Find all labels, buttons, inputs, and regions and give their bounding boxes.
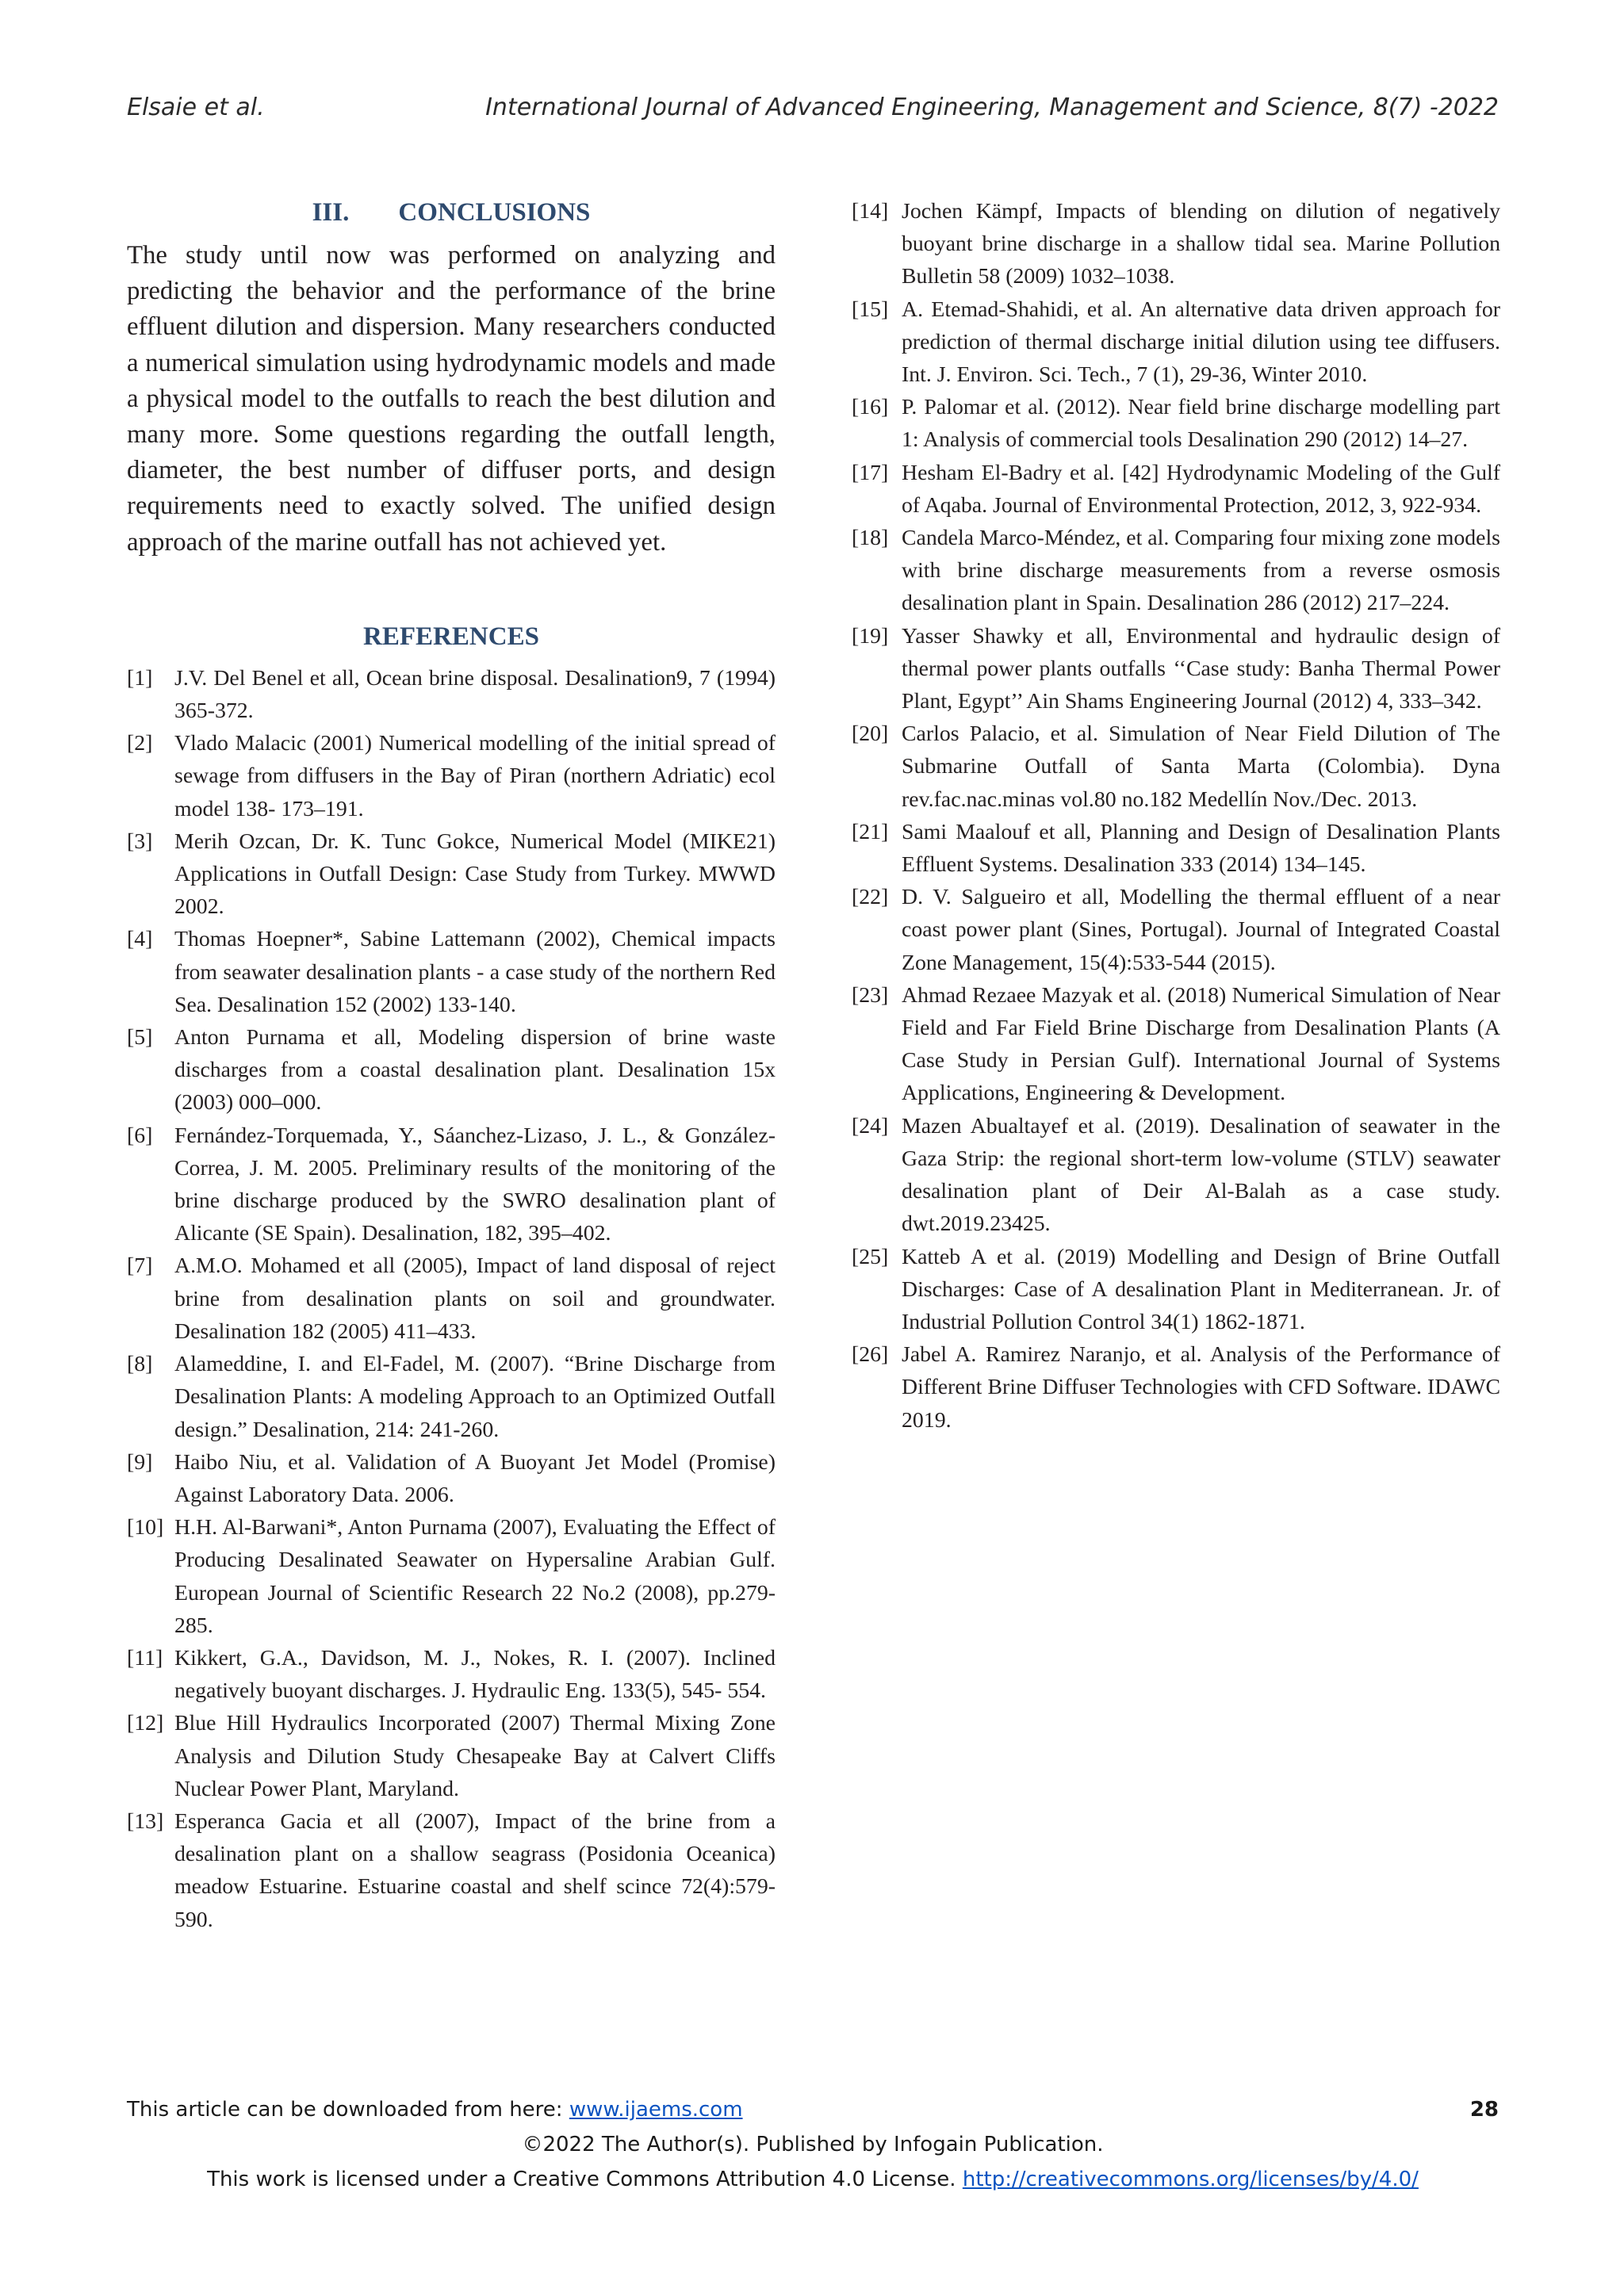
reference-number: [15] (852, 297, 889, 322)
reference-item (127, 662, 776, 727)
footer-download-text: This article can be downloaded from here: (127, 2098, 569, 2122)
reference-number: [20] (852, 721, 889, 747)
reference-number: [24] (852, 1113, 889, 1138)
reference-item (852, 718, 1500, 816)
reference-item (852, 195, 1500, 293)
reference-item (852, 293, 1500, 392)
reference-text: Ahmad Rezaee Mazyak et al. (2018) Numerical Simulation of Near Field and Far Field Brine Discharge from Desalination Plants (A Case Study in Persian Gulf). International Journal of Systems Applications, Engineering & Development. (902, 982, 1500, 1106)
reference-number: [4] (127, 927, 153, 952)
conclusions-section-number: III. (312, 198, 350, 227)
running-header (127, 94, 1499, 133)
reference-number: [5] (127, 1025, 153, 1050)
right-column (852, 195, 1500, 1437)
reference-text: Vlado Malacic (2001) Numerical modelling of the initial spread of sewage from diffusers in the Bay of Piran (northern Adriatic) ecol model 138- 173–191. (174, 731, 776, 821)
references-heading: REFERENCES (363, 622, 539, 651)
reference-number: [9] (127, 1449, 153, 1475)
reference-text: Merih Ozcan, Dr. K. Tunc Gokce, Numerical Model (MIKE21) Applications in Outfall Design: Case Study from Turkey. MWWD 2002. (174, 828, 776, 920)
reference-number: [6] (127, 1123, 153, 1148)
reference-item (852, 457, 1500, 522)
reference-text: Esperanca Gacia et all (2007), Impact of the brine from a desalination plant on a shallow seagrass (Posidonia Oceanica) meadow Estuarine. Estuarine coastal and shelf scince 72(4):579-590. (174, 1808, 776, 1932)
reference-text: Sami Maalouf et all, Planning and Design of Desalination Plants Effluent Systems. Desalination 333 (2014) 134–145. (902, 819, 1500, 878)
reference-item (852, 1110, 1500, 1241)
reference-item (852, 881, 1500, 979)
reference-text: Anton Purnama et all, Modeling dispersion of brine waste discharges from a coastal desalination plant. Desalination 15x (2003) 000–000. (174, 1025, 776, 1115)
journal-website-link[interactable]: www.ijaems.com (569, 2098, 743, 2122)
reference-item (127, 1511, 776, 1642)
reference-number: [18] (852, 526, 889, 551)
reference-text: Kikkert, G.A., Davidson, M. J., Nokes, R. I. (2007). Inclined negatively buoyant discharges. J. Hydraulic Eng. 133(5), 545- 554. (174, 1645, 776, 1704)
reference-number: [26] (852, 1342, 889, 1368)
reference-text: Jabel A. Ramirez Naranjo, et al. Analysis of the Performance of Different Brine Diffuser Technologies with CFD Software. IDAWC 2019. (902, 1342, 1500, 1433)
reference-text: J.V. Del Benel et all, Ocean brine disposal. Desalination9, 7 (1994) 365-372. (174, 665, 776, 724)
reference-number: [1] (127, 665, 153, 691)
reference-number: [17] (852, 460, 889, 485)
reference-item (852, 620, 1500, 718)
conclusions-title: CONCLUSIONS (398, 198, 591, 227)
reference-number: [25] (852, 1244, 889, 1269)
reference-number: [2] (127, 731, 153, 756)
reference-item (127, 1805, 776, 1936)
footer-download-note (127, 2098, 743, 2122)
reference-item (127, 1348, 776, 1446)
reference-text: Fernández-Torquemada, Y., Sáanchez-Lizaso, J. L., & González- Correa, J. M. 2005. Preliminary results of the monitoring of the brine discharge produced by the SWRO desalination plant of Alicante (SE Spain). Desalination, 182, 395–402. (174, 1123, 776, 1246)
reference-text: Thomas Hoepner*, Sabine Lattemann (2002), Chemical impacts from seawater desalination plants - a case study of the northern Red Sea. Desalination 152 (2002) 133-140. (174, 927, 776, 1017)
reference-item (852, 1338, 1500, 1437)
reference-text: Candela Marco-Méndez, et al. Comparing four mixing zone models with brine discharge measurements from a reverse osmosis desalination plant in Spain. Desalination 286 (2012) 217–224. (902, 526, 1500, 616)
reference-number: [10] (127, 1515, 164, 1540)
reference-number: [7] (127, 1253, 153, 1279)
header-journal-title: International Journal of Advanced Engineering, Management and Science, 8(7) -2022 (485, 94, 1499, 121)
reference-number: [8] (127, 1352, 153, 1377)
reference-text: Jochen Kämpf, Impacts of blending on dilution of negatively buoyant brine discharge in a shallow tidal sea. Marine Pollution Bulletin 58 (2009) 1032–1038. (902, 199, 1500, 289)
reference-number: [16] (852, 395, 889, 420)
reference-number: [11] (127, 1645, 163, 1670)
reference-text: Hesham El-Badry et al. [42] Hydrodynamic Modeling of the Gulf of Aqaba. Journal of Environmental Protection, 2012, 3, 922-934. (902, 460, 1500, 518)
footer-license-text: This work is licensed under a Creative Commons Attribution 4.0 License. (207, 2168, 963, 2191)
reference-text: Blue Hill Hydraulics Incorporated (2007) Thermal Mixing Zone Analysis and Dilution Study Chesapeake Bay at Calvert Cliffs Nuclear Power Plant, Maryland. (174, 1711, 776, 1801)
reference-text: Carlos Palacio, et al. Simulation of Near Field Dilution of The Submarine Outfall of Santa Marta (Colombia). Dyna rev.fac.nac.minas vol.80 no.182 Medellín Nov./Dec. 2013. (902, 721, 1500, 812)
page-footer (127, 2098, 1499, 2202)
references-list-left (127, 662, 776, 1936)
reference-item (127, 1642, 776, 1707)
reference-item (127, 1119, 776, 1250)
footer-license (127, 2168, 1499, 2202)
reference-item (852, 1241, 1500, 1339)
reference-item (127, 727, 776, 825)
reference-item (127, 923, 776, 1021)
reference-number: [14] (852, 199, 889, 224)
reference-text: Haibo Niu, et al. Validation of A Buoyant Jet Model (Promise) Against Laboratory Data. 2006. (174, 1449, 776, 1507)
reference-number: [12] (127, 1711, 164, 1736)
conclusions-paragraph: The study until now was performed on analyzing and predicting the behavior and the performance of the brine effluent dilution and dispersion. Many researchers conducted a numerical simulation using hydrodynamic models and made a physical model to the outfalls to reach the best dilution and many more. Some questions regarding the outfall length, diameter, the best number of diffuser ports, and design requirements need to exactly solved. The unified design approach of the marine outfall has not achieved yet. (127, 241, 776, 557)
reference-number: [19] (852, 623, 889, 649)
reference-item (852, 522, 1500, 620)
header-authors: Elsaie et al. (127, 94, 265, 121)
reference-text: H.H. Al-Barwani*, Anton Purnama (2007), Evaluating the Effect of Producing Desalinated Seawater on Hypersaline Arabian Gulf. European Journal of Scientific Research 22 No.2 (2008), pp.279-285. (174, 1515, 776, 1638)
reference-text: A.M.O. Mohamed et all (2005), Impact of land disposal of reject brine from desalination plants on soil and groundwater. Desalination 182 (2005) 411–433. (174, 1253, 776, 1344)
license-link[interactable]: http://creativecommons.org/licenses/by/4.0/ (962, 2168, 1419, 2191)
reference-text: Yasser Shawky et all, Environmental and hydraulic design of thermal power plants outfalls ‘‘Case study: Banha Thermal Power Plant, Egypt’’ Ain Shams Engineering Journal (2012) 4, 333–342. (902, 623, 1500, 714)
references-list-right (852, 195, 1500, 1437)
reference-item (127, 1707, 776, 1805)
reference-text: Alameddine, I. and El-Fadel, M. (2007). “Brine Discharge from Desalination Plants: A modeling Approach to an Optimized Outfall design.” Desalination, 214: 241-260. (174, 1352, 776, 1442)
reference-item (127, 1249, 776, 1348)
reference-item (127, 1021, 776, 1119)
reference-number: [23] (852, 982, 889, 1008)
reference-text: Mazen Abualtayef et al. (2019). Desalination of seawater in the Gaza Strip: the regional short-term low-volume (STLV) seawater desalination plant of Deir Al-Balah as a case study. dwt.2019.23425. (902, 1113, 1500, 1237)
page-number: 28 (1469, 2098, 1499, 2122)
conclusions-heading (127, 195, 776, 230)
footer-copyright: ©2022 The Author(s). Published by Infogain Publication. (522, 2133, 1104, 2156)
reference-text: A. Etemad-Shahidi, et al. An alternative data driven approach for prediction of thermal discharge initial dilution using tee diffusers. Int. J. Environ. Sci. Tech., 7 (1), 29-36, Winter 2010. (902, 297, 1500, 388)
reference-number: [22] (852, 885, 889, 910)
reference-number: [21] (852, 819, 889, 844)
reference-item (852, 979, 1500, 1110)
reference-item (127, 825, 776, 924)
reference-number: [13] (127, 1808, 164, 1834)
reference-item (127, 1446, 776, 1511)
reference-text: P. Palomar et al. (2012). Near field brine discharge modelling part 1: Analysis of commercial tools Desalination 290 (2012) 14–27. (902, 395, 1500, 453)
reference-text: Katteb A et al. (2019) Modelling and Design of Brine Outfall Discharges: Case of A desalination Plant in Mediterranean. Jr. of Industrial Pollution Control 34(1) 1862-1871. (902, 1244, 1500, 1334)
reference-number: [3] (127, 828, 153, 854)
left-column (127, 195, 776, 1936)
reference-item (852, 816, 1500, 881)
reference-text: D. V. Salgueiro et all, Modelling the thermal effluent of a near coast power plant (Sines, Portugal). Journal of Integrated Coastal Zone Management, 15(4):533-544 (2015). (902, 885, 1500, 975)
reference-item (852, 391, 1500, 456)
